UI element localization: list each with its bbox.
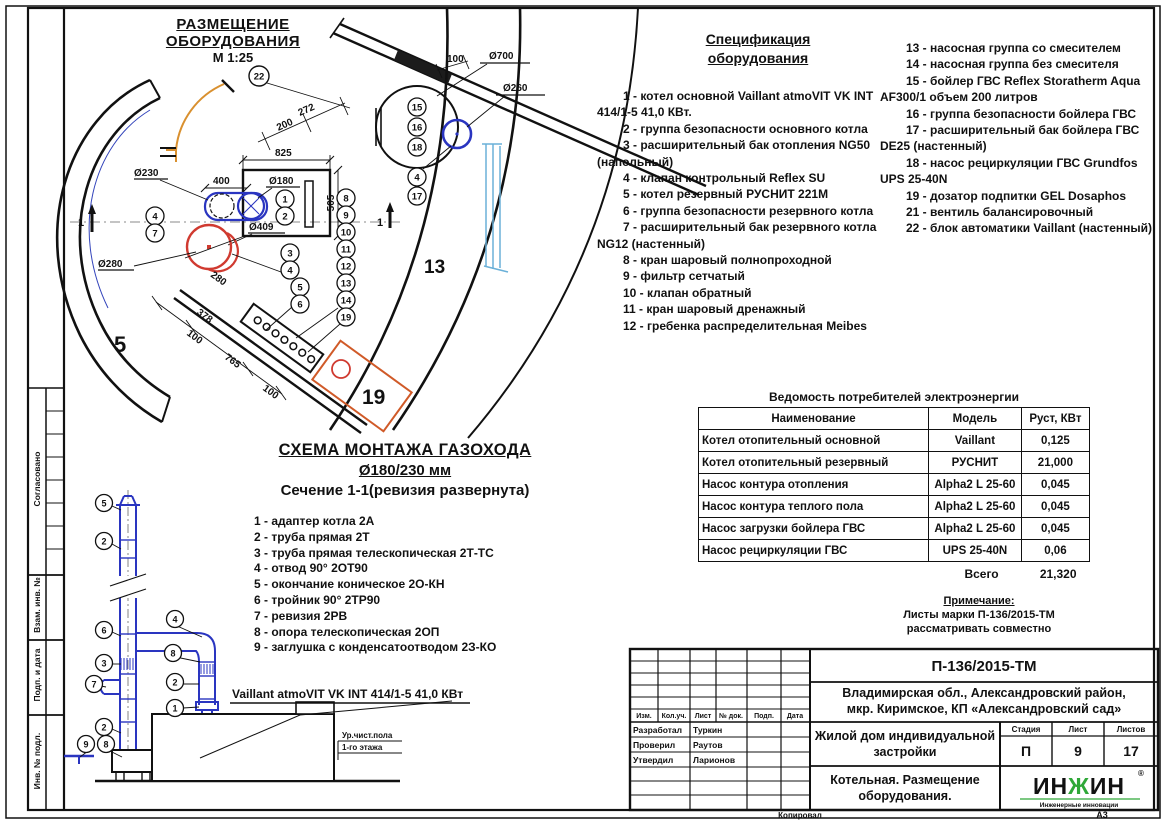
dim: 765 bbox=[222, 352, 243, 371]
callout: 3 bbox=[101, 658, 107, 669]
col-izm: Изм. bbox=[636, 713, 652, 720]
spec-title-block bbox=[688, 30, 828, 68]
callout: 18 bbox=[411, 142, 423, 154]
label-sign-date: Подп. и дата bbox=[32, 648, 42, 702]
callout: 9 bbox=[343, 210, 349, 222]
name-developed: Туркин bbox=[693, 725, 723, 735]
callout: 2 bbox=[282, 211, 288, 223]
flue-legend bbox=[254, 514, 564, 656]
plan-title: РАЗМЕЩЕНИЕ ОБОРУДОВАНИЯ bbox=[165, 16, 301, 50]
spec-item: 17 - расширительный бак бойлера ГВС DE25 (настенный) bbox=[880, 123, 1140, 154]
cell-model: Alpha2 L 25-60 bbox=[929, 518, 1022, 540]
note-line: Листы марки П-136/2015-ТМ bbox=[903, 609, 1055, 621]
callout: 4 bbox=[172, 614, 178, 625]
dim: Ø260 bbox=[503, 83, 528, 94]
logo-reg-mark: ® bbox=[1138, 769, 1144, 778]
callout: 22 bbox=[253, 71, 265, 83]
note-line: рассматривать совместно bbox=[906, 623, 1052, 635]
dim: 505 bbox=[326, 194, 337, 212]
role-approved: Утвердил bbox=[633, 755, 674, 765]
callout: 7 bbox=[152, 228, 158, 240]
legend-item: 3 - труба прямая телескопическая 2Т-ТС bbox=[254, 545, 494, 560]
spec-item: 13 - насосная группа со смесителем bbox=[906, 41, 1121, 55]
address-line-1: Владимирская обл., Александровский район, bbox=[842, 686, 1126, 700]
callout: 9 bbox=[83, 739, 89, 750]
callout: 7 bbox=[91, 679, 97, 690]
callout: 5 bbox=[101, 498, 107, 509]
distribution-manifold bbox=[241, 304, 324, 372]
cell-model: Alpha2 L 25-60 bbox=[929, 496, 1022, 518]
plan-scale: М 1:25 bbox=[212, 50, 254, 65]
spec-item: 14 - насосная группа без смесителя bbox=[906, 57, 1119, 72]
table-row bbox=[699, 540, 1090, 562]
dim: 100 bbox=[260, 383, 281, 402]
callout: 4 bbox=[414, 172, 420, 184]
spec-item: 16 - группа безопасности бойлера ГВС bbox=[906, 106, 1136, 121]
floor-label-1: Ур.чист.пола bbox=[342, 731, 393, 740]
callout: 2 bbox=[101, 722, 107, 733]
plan-callouts bbox=[146, 66, 426, 326]
copied-label: Копировал bbox=[778, 811, 822, 820]
dim: Ø280 bbox=[98, 259, 123, 270]
table-row bbox=[699, 496, 1090, 518]
section-num-right: 1 bbox=[377, 217, 384, 229]
spec-col-2 bbox=[880, 40, 1162, 237]
stage-header: Стадия bbox=[1011, 725, 1041, 734]
spec-item: 5 - котел резервный РУСНИТ 221М bbox=[623, 187, 829, 202]
object-line-2: застройки bbox=[873, 745, 937, 759]
power-col-name: Наименование bbox=[699, 408, 929, 430]
legend-item: 1 - адаптер котла 2А bbox=[254, 514, 375, 528]
flue-diameter: Ø180/230 мм bbox=[358, 462, 452, 479]
flue-title-block bbox=[240, 441, 570, 499]
col-list: Лист bbox=[694, 713, 712, 720]
callout: 12 bbox=[340, 261, 352, 273]
legend-item: 9 - заглушка с конденсатоотводом 2З-КО bbox=[254, 640, 497, 655]
callout: 2 bbox=[101, 536, 107, 547]
callout: 8 bbox=[170, 648, 176, 659]
col-kol: Кол.уч. bbox=[661, 713, 687, 720]
room-5: 5 bbox=[114, 332, 127, 357]
table-row bbox=[699, 452, 1090, 474]
callout: 15 bbox=[411, 102, 423, 114]
cell-name: Котел отопительный резервный bbox=[699, 452, 929, 474]
spec-item: 15 - бойлер ГВС Reflex Storatherm Aqua AF300/1 объем 200 литров bbox=[880, 73, 1141, 105]
label-replace-inv: Взам. инв. № bbox=[32, 577, 42, 633]
note-block bbox=[856, 594, 1102, 636]
floor-label-2: 1-го этажа bbox=[342, 743, 383, 752]
spec-item: 19 - дозатор подпитки GEL Dosaphos bbox=[906, 188, 1127, 203]
callout: 4 bbox=[152, 211, 158, 223]
room-19: 19 bbox=[362, 386, 386, 409]
sheet-value: 9 bbox=[1074, 743, 1082, 759]
spec-item: 3 - расширительный бак отопления NG50 (напольный) bbox=[597, 138, 871, 169]
cell-power: 0,125 bbox=[1021, 430, 1089, 452]
note-title: Примечание: bbox=[943, 595, 1015, 607]
cell-name: Насос загрузки бойлера ГВС bbox=[699, 518, 929, 540]
role-checked: Проверил bbox=[633, 740, 676, 750]
room-labels bbox=[78, 217, 445, 409]
drawing-title-1: Котельная. Размещение bbox=[830, 773, 980, 787]
spec-item: 4 - клапан контрольный Reflex SU bbox=[623, 171, 826, 186]
power-total-value: 21,320 bbox=[1039, 567, 1077, 581]
callout: 5 bbox=[297, 282, 303, 294]
stage-value: П bbox=[1020, 743, 1032, 759]
spec-item: 6 - группа безопасности резервного котла bbox=[623, 203, 874, 218]
callout: 6 bbox=[101, 625, 107, 636]
table-row bbox=[699, 518, 1090, 540]
spec-title-line1: Спецификация bbox=[705, 31, 811, 47]
cell-power: 21,000 bbox=[1021, 452, 1089, 474]
spec-item: 1 - котел основной Vaillant atmoVIT VK INT 414/1-5 41,0 КВт. bbox=[597, 89, 874, 120]
callout: 6 bbox=[297, 299, 303, 311]
power-table-title: Ведомость потребителей электроэнергии bbox=[769, 390, 1019, 404]
label-inv-orig: Инв. № подл. bbox=[32, 732, 42, 790]
role-developed: Разработал bbox=[633, 725, 683, 735]
callout: 13 bbox=[340, 278, 352, 290]
power-table-block bbox=[698, 390, 1090, 581]
cell-power: 0,045 bbox=[1021, 496, 1089, 518]
callout: 1 bbox=[282, 194, 288, 206]
cell-model: UPS 25-40N bbox=[929, 540, 1022, 562]
spec-item: 21 - вентиль балансировочный bbox=[906, 205, 1094, 220]
callout: 11 bbox=[340, 244, 352, 256]
spec-item: 11 - кран шаровый дренажный bbox=[623, 302, 806, 317]
sheet-header: Лист bbox=[1068, 725, 1088, 734]
room-13: 13 bbox=[424, 257, 446, 278]
power-table bbox=[698, 407, 1090, 562]
spec-item: 8 - кран шаровый полнопроходной bbox=[623, 253, 832, 268]
cell-name: Насос контура теплого пола bbox=[699, 496, 929, 518]
callout: 1 bbox=[172, 703, 178, 714]
table-row bbox=[699, 430, 1090, 452]
dim: 272 bbox=[296, 101, 317, 119]
doc-number: П-136/2015-ТМ bbox=[931, 658, 1037, 675]
cell-power: 0,045 bbox=[1021, 474, 1089, 496]
dim: 100 bbox=[447, 54, 464, 65]
dim: 100 bbox=[184, 328, 205, 347]
legend-item: 2 - труба прямая 2Т bbox=[254, 529, 370, 544]
dim: 280 bbox=[208, 269, 229, 289]
dim: Ø700 bbox=[489, 51, 514, 62]
format-label: А3 bbox=[1096, 810, 1108, 820]
name-checked: Раутов bbox=[693, 740, 723, 750]
legend-item: 8 - опора телескопическая 2ОП bbox=[254, 624, 440, 639]
col-podp: Подп. bbox=[754, 713, 774, 720]
spec-item: 10 - клапан обратный bbox=[623, 285, 752, 300]
callout: 10 bbox=[340, 227, 352, 239]
callout: 16 bbox=[411, 122, 423, 134]
sheets-header: Листов bbox=[1116, 725, 1146, 734]
power-total-label: Всего bbox=[964, 567, 999, 581]
door-swing bbox=[166, 84, 224, 162]
plan-title-block bbox=[108, 16, 358, 65]
name-approved: Ларионов bbox=[693, 755, 736, 765]
dim: 200 bbox=[275, 116, 295, 134]
legend-item: 4 - отвод 90° 2ОТ90 bbox=[254, 561, 368, 576]
cell-model: Vaillant bbox=[929, 430, 1022, 452]
callout: 17 bbox=[411, 191, 423, 203]
legend-item: 6 - тройник 90° 2ТР90 bbox=[254, 592, 381, 607]
flue-title: СХЕМА МОНТАЖА ГАЗОХОДА bbox=[278, 441, 532, 459]
col-data: Дата bbox=[786, 713, 804, 720]
callout: 19 bbox=[340, 312, 352, 324]
col-ndoc: № док. bbox=[719, 713, 743, 720]
callout: 8 bbox=[103, 739, 109, 750]
power-total-row bbox=[698, 567, 1090, 581]
power-col-power: Руст, КВт bbox=[1021, 408, 1089, 430]
section-num-left: 1 bbox=[78, 217, 85, 229]
spec-col-1 bbox=[597, 88, 883, 334]
callout: 4 bbox=[287, 265, 293, 277]
label-approved: Согласовано bbox=[32, 451, 42, 507]
callout: 14 bbox=[340, 295, 352, 307]
address-line-2: мкр. Киримское, КП «Александровский сад» bbox=[846, 702, 1122, 716]
spec-item: 18 - насос рециркуляции ГВС Grundfos UPS 25-40N bbox=[880, 155, 1138, 187]
cell-name: Котел отопительный основной bbox=[699, 430, 929, 452]
dim: 400 bbox=[213, 176, 230, 187]
callout: 8 bbox=[343, 193, 349, 205]
drawing-title-2: оборудования. bbox=[858, 789, 952, 803]
legend-item: 7 - ревизия 2РВ bbox=[254, 608, 348, 623]
boiler-label: Vaillant atmoVIT VK INT 414/1-5 41,0 КВт bbox=[232, 687, 464, 701]
spec-item: 12 - гребенка распределительная Meibes bbox=[623, 318, 867, 333]
object-line-1: Жилой дом индивидуальной bbox=[814, 729, 996, 743]
sheets-value: 17 bbox=[1123, 743, 1139, 759]
spec-title-line2: оборудования bbox=[707, 50, 809, 66]
section-mark-right bbox=[386, 202, 394, 228]
logo-subtitle: Инженерные инновации bbox=[1039, 802, 1119, 809]
dim: 378 bbox=[194, 307, 215, 326]
cell-name: Насос контура отопления bbox=[699, 474, 929, 496]
dim: 825 bbox=[275, 148, 292, 159]
cell-power: 0,06 bbox=[1021, 540, 1089, 562]
table-row bbox=[699, 474, 1090, 496]
company-logo: ИНЖИН bbox=[1032, 773, 1126, 799]
dim: Ø230 bbox=[134, 168, 159, 179]
cell-name: Насос рециркуляции ГВС bbox=[699, 540, 929, 562]
callout: 3 bbox=[287, 248, 293, 260]
stamp-strip-labels bbox=[32, 452, 42, 790]
dim: Ø180 bbox=[269, 176, 294, 187]
spec-item: 22 - блок автоматики Vaillant (настенный) bbox=[906, 221, 1153, 236]
window bbox=[482, 144, 508, 272]
legend-item: 5 - окончание коническое 2О-КН bbox=[254, 577, 445, 592]
cell-model: РУСНИТ bbox=[929, 452, 1022, 474]
spec-item: 9 - фильтр сетчатый bbox=[623, 269, 745, 284]
flue-section: Сечение 1-1(ревизия развернута) bbox=[280, 482, 530, 499]
spec-item: 7 - расширительный бак резервного котла NG12 (настенный) bbox=[597, 220, 877, 251]
spec-item: 2 - группа безопасности основного котла bbox=[623, 121, 868, 136]
dim: Ø409 bbox=[249, 222, 274, 233]
cell-power: 0,045 bbox=[1021, 518, 1089, 540]
cell-model: Alpha2 L 25-60 bbox=[929, 474, 1022, 496]
power-col-model: Модель bbox=[929, 408, 1022, 430]
callout: 2 bbox=[172, 677, 178, 688]
